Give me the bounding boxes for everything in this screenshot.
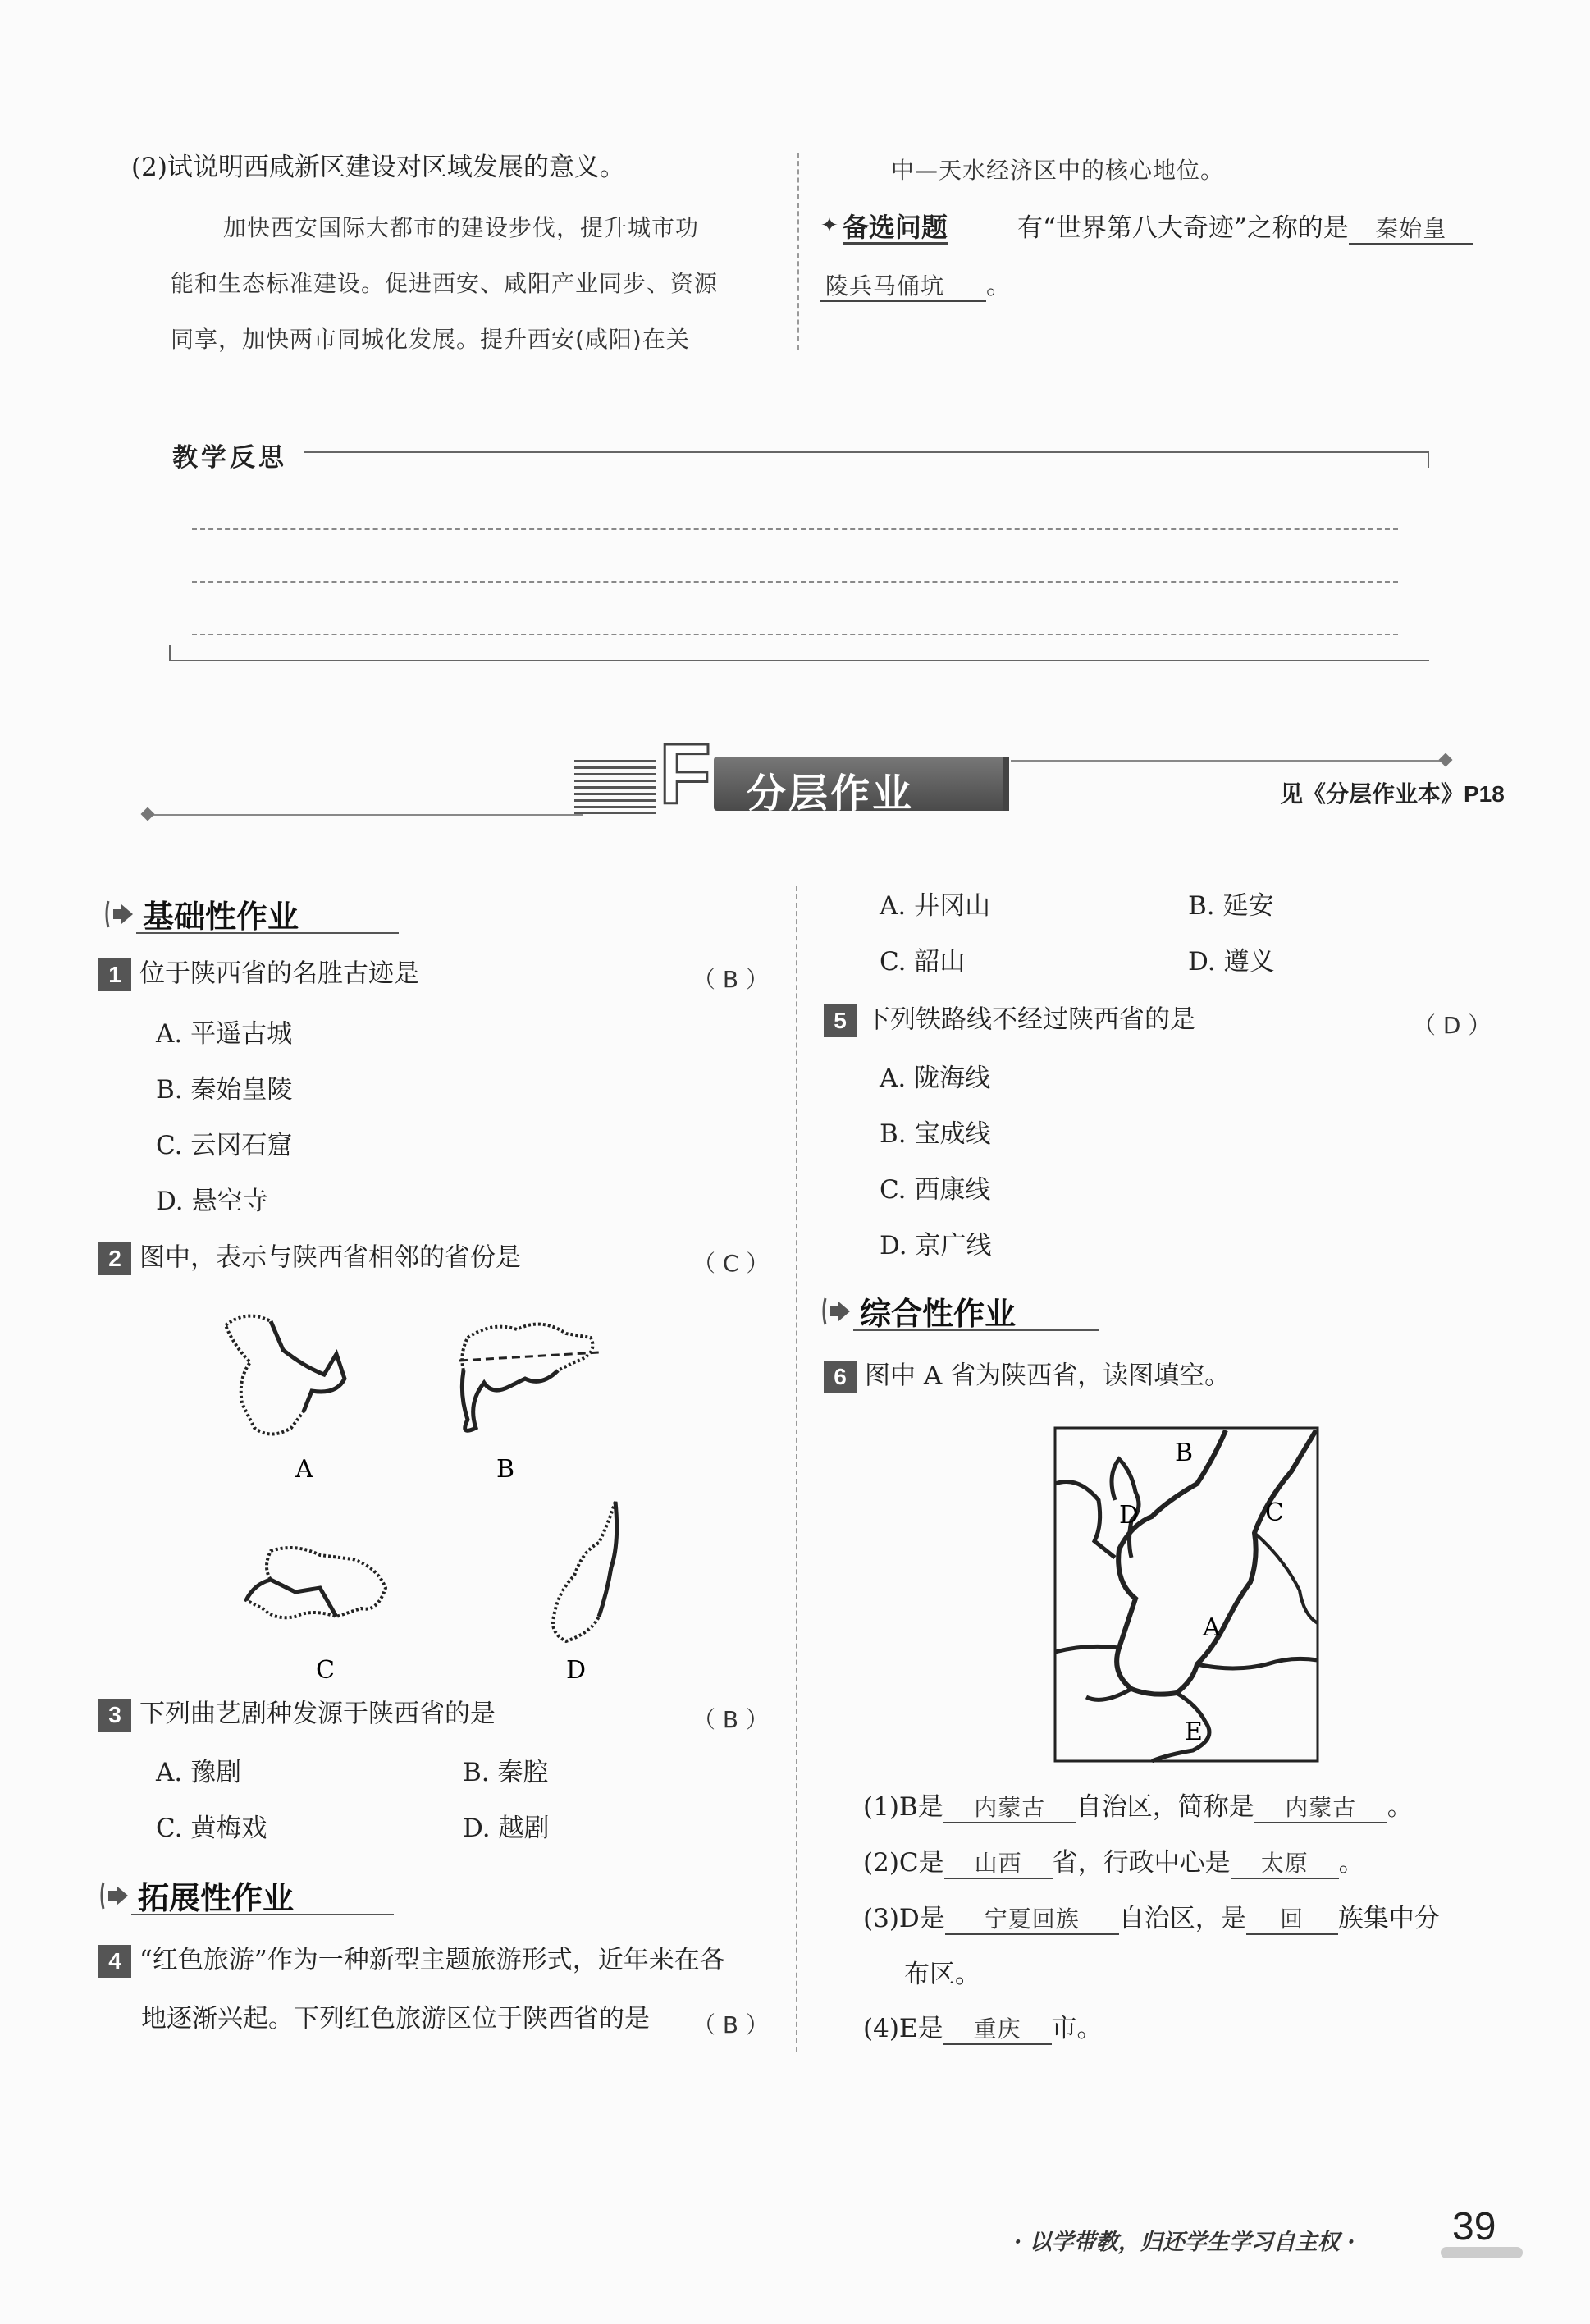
q4-option-d: D. 遵义 xyxy=(1188,947,1275,977)
q2-stem-row xyxy=(98,1242,521,1275)
optional-question-text xyxy=(1017,213,1473,245)
q6-b3-answer-1: 宁夏回族 xyxy=(945,1905,1119,1935)
reflection-line-3 xyxy=(192,634,1398,635)
banner-title: 分层作业 xyxy=(747,772,915,816)
q3-number: 3 xyxy=(98,1699,131,1732)
q6-b3-line-2: 布区。 xyxy=(904,1960,980,1989)
banner-stripes xyxy=(574,760,656,814)
q4-option-c: C. 韶山 xyxy=(880,947,966,977)
map-label-d: D xyxy=(1119,1501,1140,1530)
reflection-line-2 xyxy=(192,581,1398,583)
q2-answer-line-1: 加快西安国际大都市的建设步伐，提升城市功 xyxy=(223,214,700,241)
banner-left-diamond xyxy=(141,807,155,821)
q3-option-c: C. 黄梅戏 xyxy=(156,1814,267,1843)
map-c-shape xyxy=(246,1548,386,1617)
q5-option-b: B. 宝成线 xyxy=(880,1119,991,1149)
q3-option-a: A. 豫剧 xyxy=(156,1758,242,1787)
map-label-c: C xyxy=(1265,1498,1284,1527)
q6-number: 6 xyxy=(824,1361,857,1393)
section-basic-title: 基础性作业 xyxy=(143,900,299,935)
q6-b1-pre: (1)B是 xyxy=(863,1792,943,1822)
q2-number: 2 xyxy=(98,1242,131,1275)
footer-motto: · 以学带教，归还学生学习自主权 · xyxy=(1014,2230,1355,2255)
map-a-label: A xyxy=(295,1455,313,1484)
q6-b1-post: 。 xyxy=(1387,1792,1413,1822)
q2-stem: 图中，表示与陕西省相邻的省份是 xyxy=(139,1242,521,1273)
q6-b3-pre: (3)D是 xyxy=(863,1904,945,1933)
q4-option-b: B. 延安 xyxy=(1188,891,1274,921)
arrow-icon xyxy=(103,898,136,931)
section-basic-header xyxy=(103,891,299,936)
q1-option-d: D. 悬空寺 xyxy=(156,1187,268,1216)
map-b-label: B xyxy=(496,1455,515,1484)
q3-answer: （ B ） xyxy=(692,1706,770,1733)
map-a-shape xyxy=(226,1316,345,1434)
q3-stem: 下列曲艺剧种发源于陕西省的是 xyxy=(139,1699,496,1729)
reflection-corner xyxy=(1428,451,1429,468)
q6-b4-pre: (4)E是 xyxy=(863,2014,943,2043)
optional-answer-1: 秦始皇 xyxy=(1349,215,1473,245)
section-extended-header xyxy=(98,1873,294,1918)
q6-blank-1 xyxy=(863,1792,1413,1823)
reflection-bottom-rule xyxy=(169,660,1429,661)
page-number: 39 xyxy=(1452,2205,1496,2249)
q2-answer: （ C ） xyxy=(692,1250,770,1277)
map-frame xyxy=(1055,1428,1318,1761)
banner-right-diamond xyxy=(1439,753,1453,767)
q1-option-a: A. 平遥古城 xyxy=(156,1019,293,1049)
q6-b2-answer-1: 山西 xyxy=(944,1850,1053,1879)
map-label-e: E xyxy=(1185,1718,1203,1746)
q4-stem-line-1: “红色旅游”作为一种新型主题旅游形式，近年来在各 xyxy=(139,1945,725,1975)
map-label-b: B xyxy=(1175,1439,1194,1467)
q6-b2-answer-2: 太原 xyxy=(1231,1850,1339,1879)
map-d-label: D xyxy=(566,1656,587,1685)
reflection-label: 教学反思 xyxy=(172,443,287,472)
q5-stem: 下列铁路线不经过陕西省的是 xyxy=(865,1004,1195,1035)
q6-b1-answer-1: 内蒙古 xyxy=(943,1794,1076,1823)
q4-stem-row xyxy=(98,1945,725,1978)
q3-stem-row xyxy=(98,1699,496,1732)
arrow-icon xyxy=(98,1879,131,1912)
reflection-top-rule xyxy=(304,451,1429,453)
column-divider-main xyxy=(796,886,797,2052)
q6-b3-answer-2: 回 xyxy=(1246,1905,1338,1935)
optional-question-label: 备选问题 xyxy=(843,213,948,245)
q6-stem-row xyxy=(824,1361,1230,1393)
q6-stem: 图中 A 省为陕西省，读图填空。 xyxy=(865,1361,1231,1391)
q4-option-a: A. 井冈山 xyxy=(880,891,991,921)
q2-answer-line-2: 能和生态标准建设。促进西安、咸阳产业同步、资源 xyxy=(171,270,719,297)
section-comprehensive-title: 综合性作业 xyxy=(860,1297,1017,1332)
optional-question-stem: 有“世界第八大奇迹”之称的是 xyxy=(1017,213,1349,243)
optional-question-badge xyxy=(820,207,948,243)
q6-b3-mid: 自治区，是 xyxy=(1118,1904,1246,1933)
optional-answer-2: 陵兵马俑坑 xyxy=(820,272,986,302)
q2-prompt: (2)试说明西咸新区建设对区域发展的意义。 xyxy=(131,153,625,182)
q6-b2-mid: 省，行政中心是 xyxy=(1052,1848,1231,1878)
q3-option-d: D. 越剧 xyxy=(463,1814,550,1843)
banner-reference: 见《分层作业本》P18 xyxy=(1280,781,1505,807)
reflection-line-1 xyxy=(192,528,1398,530)
banner-end-bar xyxy=(1003,757,1009,811)
q4-number: 4 xyxy=(98,1945,131,1978)
q1-answer: （ B ） xyxy=(692,966,770,993)
q2-answer-cont: 中—天水经济区中的核心地位。 xyxy=(891,157,1225,184)
q1-option-c: C. 云冈石窟 xyxy=(156,1131,293,1160)
q1-number: 1 xyxy=(98,958,131,991)
map-label-a: A xyxy=(1203,1613,1221,1642)
q6-shaanxi-map xyxy=(1053,1426,1319,1763)
q6-blank-2 xyxy=(863,1848,1364,1879)
q4-stem-line-2: 地逐渐兴起。下列红色旅游区位于陕西省的是 xyxy=(141,2004,650,2034)
banner-letter: F xyxy=(659,727,711,822)
diamond-icon: ✦ xyxy=(820,213,838,238)
q6-blank-4 xyxy=(863,2014,1103,2045)
map-d-shape xyxy=(553,1502,617,1641)
q6-b1-mid: 自治区，简称是 xyxy=(1076,1792,1254,1822)
optional-question-end: 。 xyxy=(986,271,1012,300)
map-b-shape xyxy=(459,1324,599,1431)
optional-question-text-line2 xyxy=(820,271,1012,302)
q6-b3-post: 族集中分 xyxy=(1337,1904,1440,1933)
q5-option-d: D. 京广线 xyxy=(880,1231,992,1260)
map-c-label: C xyxy=(316,1656,335,1685)
q4-answer: （ B ） xyxy=(692,2011,770,2038)
banner-left-rule xyxy=(148,814,583,816)
q1-stem-row xyxy=(98,958,419,991)
q5-answer: （ D ） xyxy=(1413,1012,1492,1039)
banner-title-box xyxy=(714,757,1009,816)
section-comprehensive-header xyxy=(820,1288,1016,1334)
q6-b4-post: 市。 xyxy=(1051,2014,1103,2043)
q5-option-c: C. 西康线 xyxy=(880,1175,991,1205)
reflection-bottom-corner xyxy=(169,645,171,660)
q6-b1-answer-2: 内蒙古 xyxy=(1254,1794,1387,1823)
banner-right-rule xyxy=(1011,760,1446,762)
q6-blank-3 xyxy=(863,1904,1440,1935)
q6-b2-post: 。 xyxy=(1338,1848,1364,1878)
q3-option-b: B. 秦腔 xyxy=(463,1758,549,1787)
q6-b4-answer-1: 重庆 xyxy=(943,2015,1052,2045)
section-extended-title: 拓展性作业 xyxy=(138,1882,295,1916)
q2-answer-line-3: 同享，加快两市同城化发展。提升西安(咸阳)在关 xyxy=(171,326,690,353)
q5-stem-row xyxy=(824,1004,1195,1037)
q2-province-maps xyxy=(213,1305,673,1699)
arrow-icon xyxy=(820,1295,853,1328)
q6-b2-pre: (2)C是 xyxy=(863,1848,944,1878)
q5-number: 5 xyxy=(824,1004,857,1037)
q1-option-b: B. 秦始皇陵 xyxy=(156,1075,293,1105)
q1-stem: 位于陕西省的名胜古迹是 xyxy=(139,958,419,989)
q5-option-a: A. 陇海线 xyxy=(880,1064,991,1093)
column-divider-top xyxy=(797,153,799,350)
